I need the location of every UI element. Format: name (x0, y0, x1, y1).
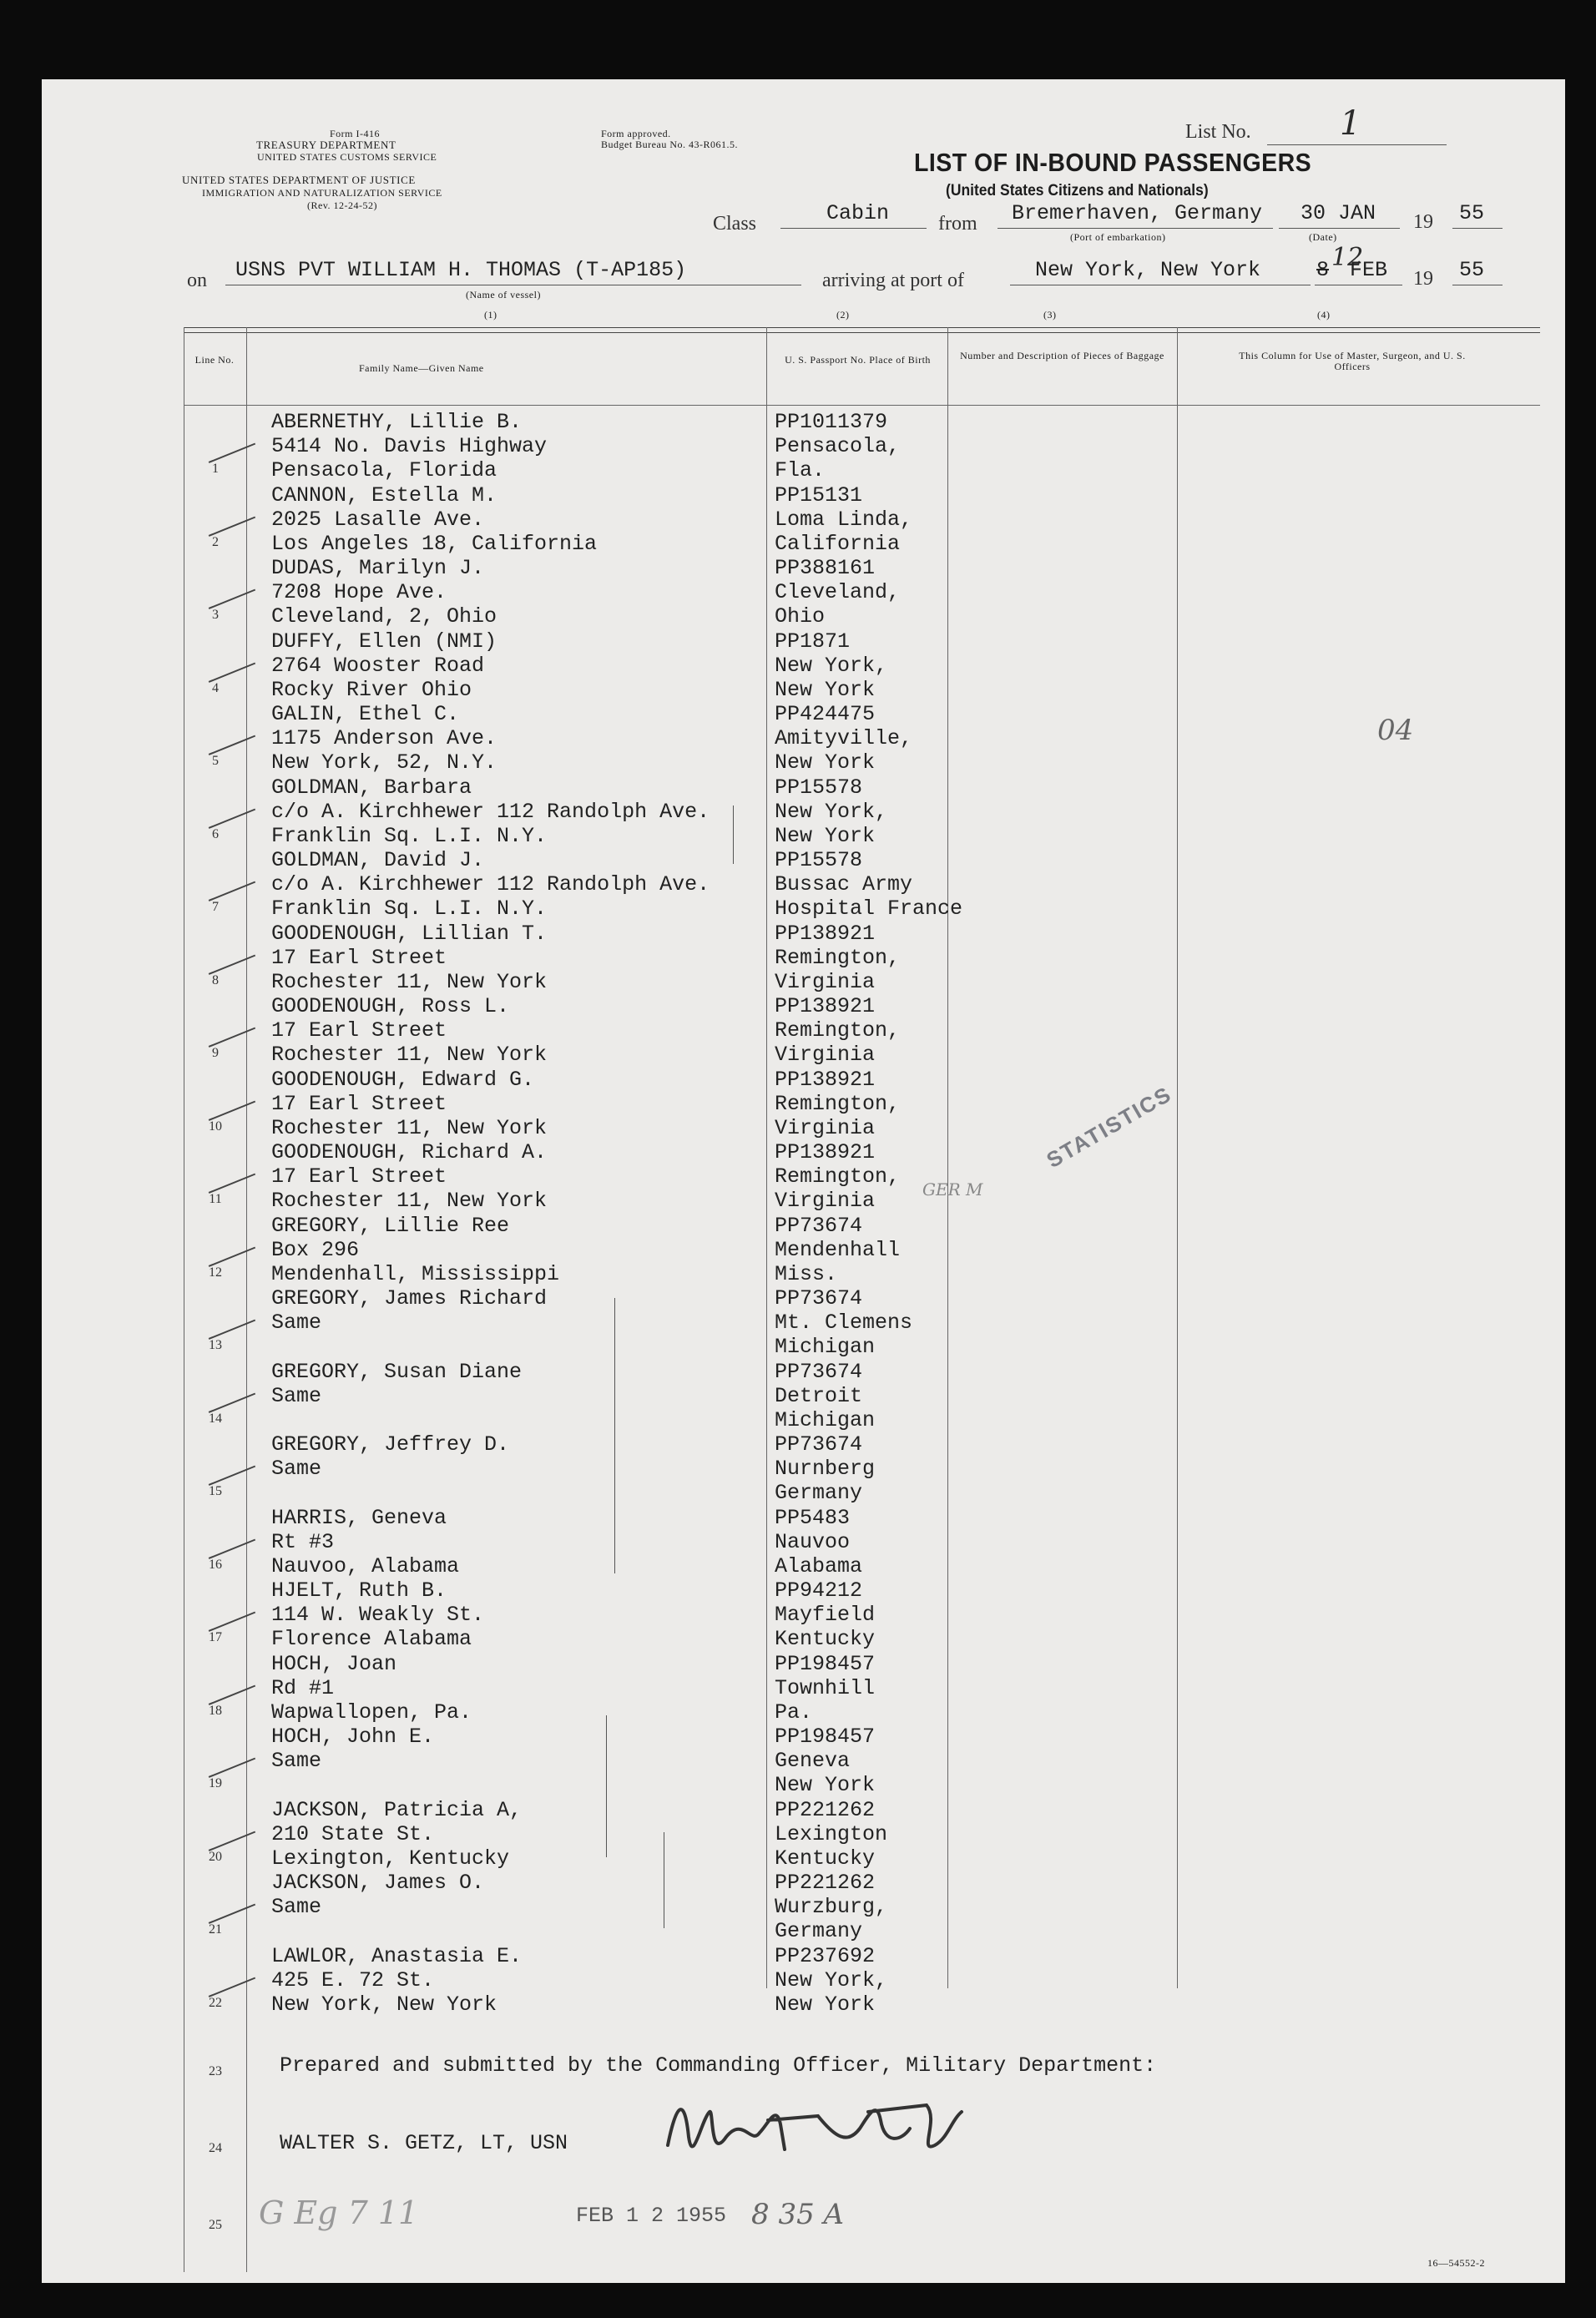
line-number: 6 (212, 826, 219, 841)
col-line-no: Line No. (194, 354, 235, 366)
check-mark (209, 1831, 255, 1851)
passenger-name: GALIN, Ethel C. (271, 702, 460, 726)
line-number: 2 (212, 534, 219, 549)
passenger-address: New York, 52, N.Y. (271, 750, 497, 775)
line-number: 12 (209, 1265, 222, 1280)
passenger-address: 425 E. 72 St. (271, 1967, 435, 1992)
revision-date: (Rev. 12-24-52) (307, 199, 378, 211)
passenger-address: Los Angeles 18, California (271, 531, 598, 556)
check-mark (209, 443, 255, 463)
departure-date: 30 JAN (1301, 201, 1376, 225)
line-number: 11 (209, 1192, 222, 1206)
line-number: 20 (209, 1849, 222, 1864)
place-of-birth: Remington, (775, 1018, 901, 1043)
check-mark (209, 881, 255, 901)
check-mark (209, 808, 255, 828)
passenger-address: Florence Alabama (271, 1627, 472, 1651)
passport-number: PP73674 (775, 1432, 863, 1457)
passport-number: PP94212 (775, 1578, 863, 1603)
place-of-birth: Pensacola, (775, 434, 901, 458)
check-mark (209, 1246, 255, 1266)
margin-mark: 04 (1377, 714, 1414, 747)
line-number: 17 (209, 1630, 222, 1644)
place-of-birth: Mendenhall (775, 1237, 901, 1262)
place-of-birth: New York (775, 750, 876, 775)
place-of-birth: New York (775, 1773, 876, 1797)
passenger-address: Franklin Sq. L.I. N.Y. (271, 823, 548, 848)
passenger-name: GREGORY, Lillie Ree (271, 1213, 510, 1238)
passenger-name: LAWLOR, Anastasia E. (271, 1943, 523, 1968)
passenger-address: Rochester 11, New York (271, 1115, 548, 1140)
passenger-address: Same (271, 1457, 322, 1481)
line-number: 5 (212, 754, 219, 768)
passport-number: PP5483 (775, 1505, 851, 1530)
line-number: 9 (212, 1046, 219, 1060)
passport-number: PP237692 (775, 1943, 876, 1968)
place-of-birth: Townhill (775, 1675, 876, 1700)
passport-number: PP138921 (775, 994, 876, 1018)
check-mark (209, 1538, 255, 1558)
handwritten-note: GER M (922, 1179, 983, 1199)
place-of-birth: Detroit (775, 1383, 863, 1408)
passport-number: PP73674 (775, 1359, 863, 1384)
form-number: Form I-416 (330, 128, 380, 139)
place-of-birth: Germany (775, 1481, 863, 1505)
line-number: 22 (209, 1995, 222, 2010)
port-of-embarkation: Bremerhaven, Germany (1012, 201, 1263, 225)
passport-number: PP138921 (775, 921, 876, 946)
line-number: 4 (212, 680, 219, 695)
check-mark (209, 1174, 255, 1194)
place-of-birth: Michigan (775, 1407, 876, 1432)
passenger-name: GOLDMAN, David J. (271, 848, 485, 872)
passenger-name: HOCH, John E. (271, 1725, 435, 1749)
line-number: 23 (209, 2064, 222, 2078)
check-mark (209, 1977, 255, 1997)
place-of-birth: Miss. (775, 1261, 838, 1286)
line-number: 7 (212, 900, 219, 914)
passenger-address: 2764 Wooster Road (271, 653, 485, 678)
passenger-address: Franklin Sq. L.I. N.Y. (271, 896, 548, 921)
passenger-address: Rochester 11, New York (271, 969, 548, 994)
passenger-address: Same (271, 1749, 322, 1773)
line-number: 15 (209, 1484, 222, 1498)
justice-department: UNITED STATES DEPARTMENT OF JUSTICE (182, 174, 416, 186)
passenger-name: GREGORY, Susan Diane (271, 1359, 523, 1384)
ins-service: IMMIGRATION AND NATURALIZATION SERVICE (202, 187, 442, 199)
passenger-address: Pensacola, Florida (271, 458, 497, 482)
prepared-statement: Prepared and submitted by the Commanding Officer, Military Department: (280, 2053, 1157, 2078)
passport-number: PP138921 (775, 1067, 876, 1092)
port-embarkation-caption: (Port of embarkation) (1070, 231, 1166, 243)
passenger-address: 17 Earl Street (271, 1164, 447, 1189)
class-value: Cabin (826, 201, 890, 225)
passenger-manifest-page (42, 79, 1565, 2283)
passenger-address: Rt #3 (271, 1529, 335, 1554)
column-caption-4: (4) (1317, 309, 1331, 321)
passport-number: PP1011379 (775, 410, 888, 434)
passenger-address: c/o A. Kirchhewer 112 Randolph Ave. (271, 872, 710, 896)
passport-number: PP73674 (775, 1286, 863, 1311)
from-label: from (938, 213, 977, 235)
line-number: 14 (209, 1411, 222, 1426)
passenger-name: GOODENOUGH, Richard A. (271, 1140, 548, 1164)
passenger-address: 17 Earl Street (271, 1018, 447, 1043)
passport-number: PP198457 (775, 1651, 876, 1676)
place-of-birth: Remington, (775, 1164, 901, 1189)
passport-number: PP15131 (775, 482, 863, 508)
place-of-birth: New York (775, 823, 876, 848)
passenger-address: Wapwallopen, Pa. (271, 1699, 472, 1725)
column-caption-1: (1) (484, 309, 497, 321)
passenger-address: 114 W. Weakly St. (271, 1603, 485, 1627)
line-number: 24 (209, 2141, 222, 2155)
officer-name: WALTER S. GETZ, LT, USN (280, 2131, 568, 2155)
arrival-port: New York, New York (1035, 258, 1261, 282)
passenger-name: JACKSON, Patricia A, (271, 1797, 523, 1822)
place-of-birth: Remington, (775, 1091, 901, 1116)
passenger-address: Same (271, 1311, 322, 1335)
line-number: 21 (209, 1922, 222, 1937)
place-of-birth: Bussac Army (775, 872, 913, 896)
form-approved: Form approved. (601, 128, 671, 139)
passenger-address: Rd #1 (271, 1675, 335, 1700)
passport-number: PP138921 (775, 1140, 876, 1164)
place-of-birth: Mayfield (775, 1603, 876, 1627)
class-label: Class (713, 213, 757, 235)
line-number: 18 (209, 1703, 222, 1718)
place-of-birth: Hospital France (775, 896, 963, 921)
check-mark (209, 735, 255, 755)
line-number: 3 (212, 608, 219, 622)
passenger-name: HJELT, Ruth B. (271, 1578, 447, 1603)
passenger-address: Rocky River Ohio (271, 677, 472, 702)
place-of-birth: Virginia (775, 1189, 876, 1213)
place-of-birth: Germany (775, 1919, 863, 1943)
passport-number: PP1871 (775, 629, 851, 654)
place-of-birth: Mt. Clemens (775, 1311, 913, 1335)
passenger-name: GOLDMAN, Barbara (271, 775, 472, 800)
col-family-name: Family Name—Given Name (359, 362, 484, 374)
page-title: LIST OF IN-BOUND PASSENGERS (914, 148, 1312, 177)
passport-number: PP424475 (775, 702, 876, 726)
passenger-address: Nauvoo, Alabama (271, 1553, 460, 1578)
place-of-birth: Cleveland, (775, 580, 901, 604)
place-of-birth: Pa. (775, 1699, 813, 1725)
place-of-birth: Fla. (775, 458, 826, 482)
passenger-address: Mendenhall, Mississippi (271, 1261, 560, 1286)
column-caption-3: (3) (1043, 309, 1057, 321)
arriving-label: arriving at port of (822, 270, 964, 291)
place-of-birth: New York, (775, 1967, 888, 1992)
line-number: 25 (209, 2218, 222, 2232)
passenger-address: New York, New York (271, 1992, 497, 2017)
passport-number: PP388161 (775, 556, 876, 580)
passenger-name: GOODENOUGH, Lillian T. (271, 921, 548, 946)
line-number: 16 (209, 1557, 222, 1572)
place-of-birth: New York, (775, 653, 888, 678)
passenger-address: Box 296 (271, 1237, 360, 1262)
place-of-birth: New York, (775, 799, 888, 824)
passenger-name: CANNON, Estella M. (271, 482, 497, 508)
passenger-name: ABERNETHY, Lillie B. (271, 410, 523, 434)
check-mark (209, 1612, 255, 1632)
passenger-name: DUDAS, Marilyn J. (271, 556, 485, 580)
arrival-day-struck: 8 (1316, 258, 1330, 282)
passenger-name: JACKSON, James O. (271, 1871, 485, 1895)
place-of-birth: California (775, 531, 901, 556)
place-of-birth: Virginia (775, 1043, 876, 1067)
passenger-name: GOODENOUGH, Edward G. (271, 1067, 535, 1092)
place-of-birth: Loma Linda, (775, 507, 913, 532)
passenger-name: DUFFY, Ellen (NMI) (271, 629, 497, 654)
line-number: 10 (209, 1119, 222, 1134)
date-caption: (Date) (1309, 231, 1337, 243)
check-mark (209, 1758, 255, 1778)
col-baggage: Number and Description of Pieces of Baggage (960, 350, 1164, 361)
place-of-birth: Remington, (775, 945, 901, 970)
passenger-address: 210 State St. (271, 1821, 435, 1846)
passenger-address: 2025 Lasalle Ave. (271, 507, 485, 532)
passenger-address: Rochester 11, New York (271, 1189, 548, 1213)
check-mark (209, 1320, 255, 1340)
place-of-birth: Alabama (775, 1553, 863, 1578)
year-prefix: 19 (1413, 211, 1433, 233)
place-of-birth: Michigan (775, 1335, 876, 1359)
check-mark (209, 1466, 255, 1486)
passenger-address: Rochester 11, New York (271, 1043, 548, 1067)
passport-number: PP73674 (775, 1213, 863, 1238)
line-number: 19 (209, 1776, 222, 1790)
line-number: 1 (212, 462, 219, 476)
passport-number: PP15578 (775, 848, 863, 872)
place-of-birth: Nauvoo (775, 1529, 851, 1554)
place-of-birth: New York (775, 1992, 876, 2017)
arrival-year-suffix: 55 (1459, 258, 1485, 282)
check-mark (209, 1392, 255, 1412)
check-mark (209, 1684, 255, 1704)
check-mark (209, 1904, 255, 1924)
passport-number: PP221262 (775, 1871, 876, 1895)
passenger-address: 1175 Anderson Ave. (271, 726, 497, 750)
check-mark (209, 1028, 255, 1048)
passenger-name: GREGORY, James Richard (271, 1286, 548, 1311)
vessel-caption: (Name of vessel) (466, 289, 541, 300)
place-of-birth: Ohio (775, 604, 826, 629)
statistics-stamp: STATISTICS (1042, 1081, 1176, 1174)
customs-service: UNITED STATES CUSTOMS SERVICE (257, 151, 437, 163)
place-of-birth: Amityville, (775, 726, 913, 750)
place-of-birth: Wurzburg, (775, 1895, 888, 1919)
list-number: 1 (1340, 104, 1361, 143)
passenger-name: GREGORY, Jeffrey D. (271, 1432, 510, 1457)
arrival-year-prefix: 19 (1413, 268, 1433, 290)
check-mark (209, 589, 255, 609)
place-of-birth: New York (775, 677, 876, 702)
passenger-address: Same (271, 1895, 322, 1919)
passenger-address: 17 Earl Street (271, 1091, 447, 1116)
budget-bureau: Budget Bureau No. 43-R061.5. (601, 139, 738, 150)
check-mark (209, 1100, 255, 1120)
passenger-address: Same (271, 1383, 322, 1408)
signature-walter-getz (651, 2087, 1002, 2179)
passenger-name: HOCH, Joan (271, 1651, 397, 1676)
passport-number: PP198457 (775, 1725, 876, 1749)
check-mark (209, 662, 255, 682)
passenger-address: c/o A. Kirchhewer 112 Randolph Ave. (271, 799, 710, 824)
check-mark (209, 954, 255, 974)
place-of-birth: Virginia (775, 1115, 876, 1140)
passenger-address: Cleveland, 2, Ohio (271, 604, 497, 629)
vessel-name: USNS PVT WILLIAM H. THOMAS (T-AP185) (235, 258, 687, 282)
passenger-address: 7208 Hope Ave. (271, 580, 447, 604)
passenger-address: 5414 No. Davis Highway (271, 434, 548, 458)
treasury-department: TREASURY DEPARTMENT (256, 139, 396, 151)
check-mark (209, 516, 255, 536)
place-of-birth: Geneva (775, 1749, 851, 1773)
line-number: 8 (212, 972, 219, 987)
place-of-birth: Lexington (775, 1821, 888, 1846)
passport-number: PP15578 (775, 775, 863, 800)
list-no-label: List No. (1185, 121, 1251, 143)
col-passport: U. S. Passport No. Place of Birth (785, 354, 931, 366)
line-number: 13 (209, 1338, 222, 1352)
arrival-day-handwritten: 12 (1331, 243, 1364, 272)
passenger-name: HARRIS, Geneva (271, 1505, 447, 1530)
passport-number: PP221262 (775, 1797, 876, 1822)
handwritten-initials: G Eg 7 11 (259, 2194, 419, 2231)
on-label: on (187, 270, 207, 291)
form-code: 16—54552-2 (1427, 2257, 1485, 2269)
stamp-date: FEB 1 2 1955 (576, 2204, 727, 2228)
handwritten-time: 8 35 A (751, 2198, 845, 2231)
place-of-birth: Kentucky (775, 1627, 876, 1651)
place-of-birth: Nurnberg (775, 1457, 876, 1481)
page-subtitle: (United States Citizens and Nationals) (946, 182, 1209, 199)
place-of-birth: Virginia (775, 969, 876, 994)
year-suffix: 55 (1459, 201, 1485, 225)
column-caption-2: (2) (836, 309, 850, 321)
place-of-birth: Kentucky (775, 1846, 876, 1871)
passenger-address: Lexington, Kentucky (271, 1846, 510, 1871)
arrival-month: FEB (1350, 258, 1388, 282)
col-officers: This Column for Use of Master, Surgeon, and U. S. Officers (1239, 350, 1466, 372)
passenger-address: 17 Earl Street (271, 945, 447, 970)
passenger-name: GOODENOUGH, Ross L. (271, 994, 510, 1018)
